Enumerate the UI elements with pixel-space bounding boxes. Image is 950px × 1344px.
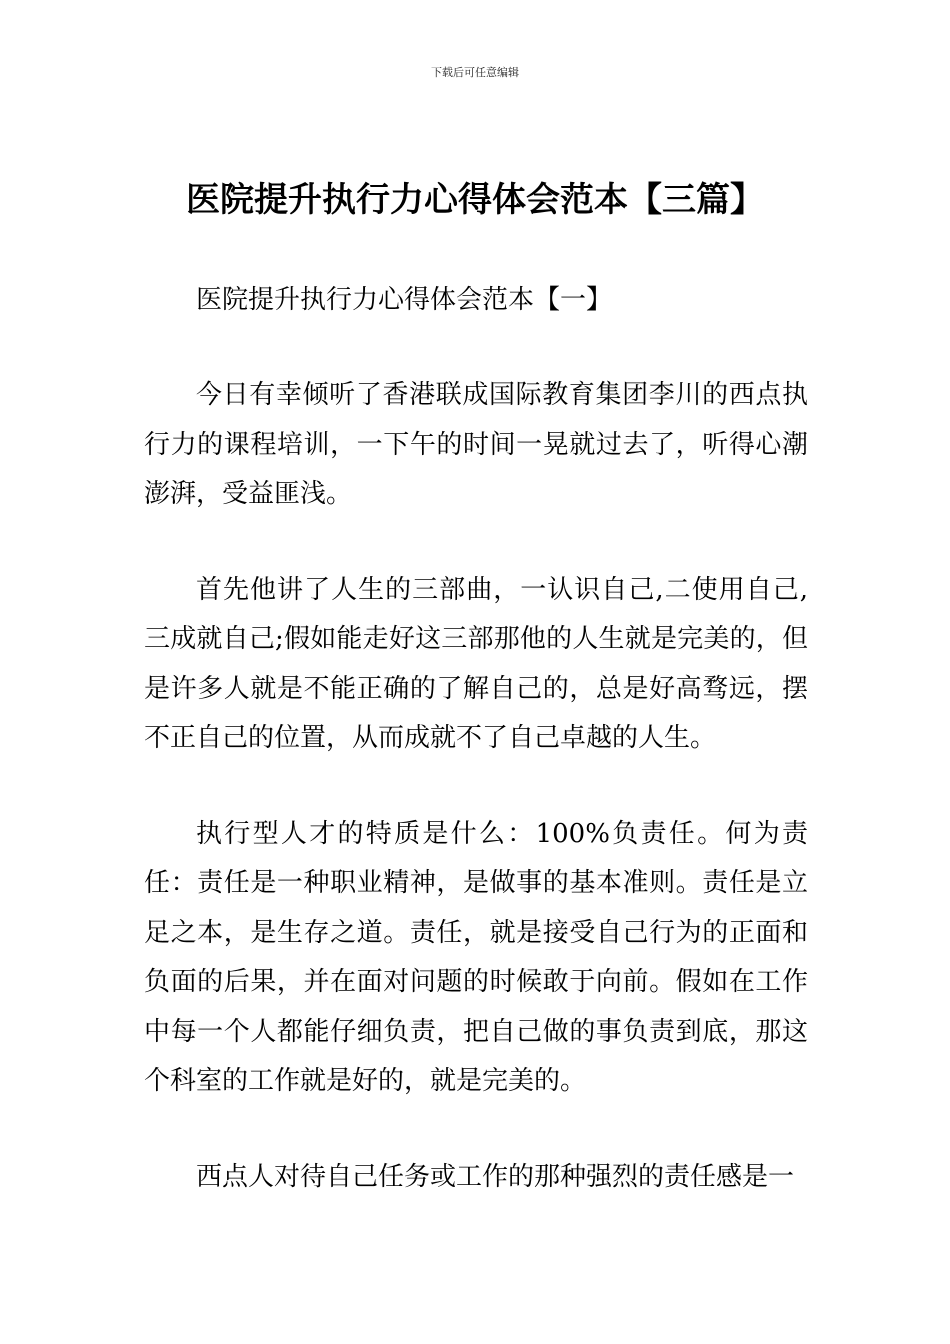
paragraph-gap: [144, 520, 808, 566]
document-title: 医院提升执行力心得体会范本【三篇】: [186, 180, 764, 220]
paragraph-4: 西点人对待自己任务或工作的那种强烈的责任感是一: [196, 1161, 795, 1192]
paragraph-gap: [144, 764, 808, 810]
section-heading: 医院提升执行力心得体会范本【一】: [196, 285, 613, 315]
document-body: [144, 279, 808, 1202]
paragraph-2: 首先他讲了人生的三部曲，一认识自己,二使用自己,三成就自己;假如能走好这三部那他的人生就是完美的，但是许多人就是不能正确的了解自己的，总是好高骛远，摆不正自己的位置，从而成就不了自己卓越的人生。: [144, 574, 808, 753]
header-note: 下载后可任意编辑: [431, 66, 519, 79]
paragraph-gap: [144, 1107, 808, 1153]
paragraph-1: 今日有幸倾听了香港联成国际教育集团李川的西点执行力的课程培训，一下午的时间一晃就过去了，听得心潮澎湃，受益匪浅。: [144, 380, 808, 509]
paragraph-3: 执行型人才的特质是什么：100%负责任。何为责任：责任是一种职业精神，是做事的基本准则。责任是立足之本，是生存之道。责任，就是接受自己行为的正面和负面的后果，并在面对问题的时候敢于向前。假如在工作中每一个人都能仔细负责，把自己做的事负责到底，那这个科室的工作就是好的，就是完美的。: [144, 818, 808, 1096]
